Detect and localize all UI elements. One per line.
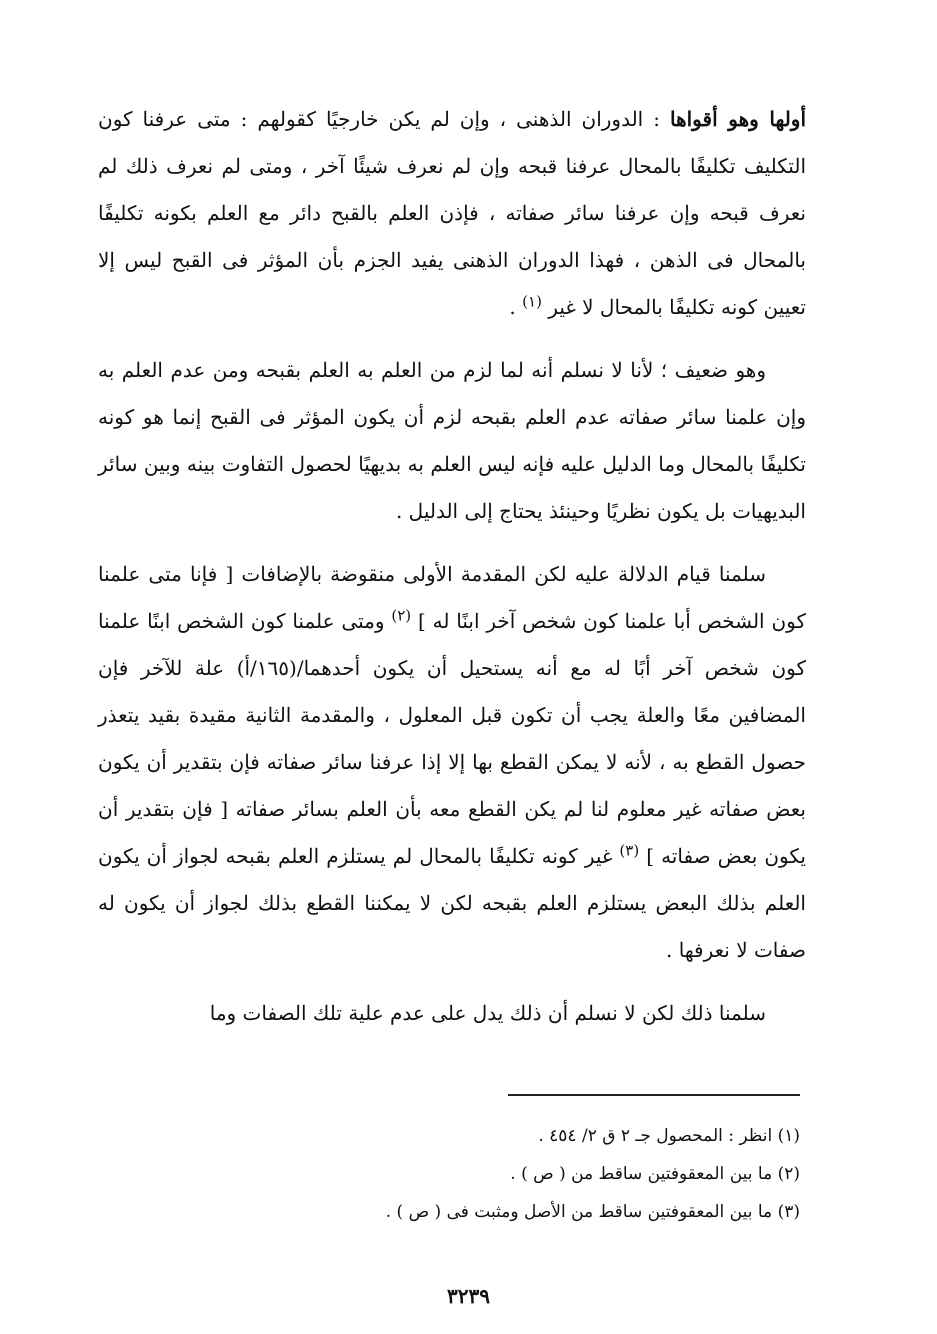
paragraph-lead: أولها وهو أقواها: [669, 107, 806, 131]
paragraph-text-continued-2: غير كونه تكليفًا بالمحال لم يستلزم العلم بقبحه لجواز أن يكون العلم بذلك البعض يستلزم العلم بقبحه لكن لا يمكننا القطع بذلك لجواز أن يكون له صفات لا نعرفها .: [98, 844, 806, 962]
main-text: [98, 96, 806, 1053]
paragraph-text: سلمنا قيام الدلالة عليه لكن المقدمة الأولى منقوضة بالإضافات [ فإنا متى علمنا كون الشخص أبا علمنا كون شخص آخر ابنًا له ]: [98, 562, 806, 633]
footnotes: [260, 1117, 800, 1231]
paragraph-text: وهو ضعيف ؛ لأنا لا نسلم أنه لما لزم من العلم به العلم بقبحه ومن عدم العلم به وإن علمنا سائر صفاته عدم العلم بقبحه لزم أن يكون المؤثر فى القبح إنما هو كونه تكليفًا بالمحال وما الدليل عليه فإنه ليس العلم به بديهيًا لحصول التفاوت بينه وبين سائر البديهيات بل يكون نظريًا وحينئذ يحتاج إلى الدليل .: [98, 358, 806, 523]
footnote-1: (١) انظر : المحصول جـ ٢ ق ٢/ ٤٥٤ .: [538, 1126, 800, 1146]
paragraph-2: [98, 347, 806, 535]
footnote-2: (٢) ما بين المعقوفتين ساقط من ( ص ) .: [510, 1164, 800, 1184]
footnote-ref-2: (٢): [391, 606, 412, 625]
paragraph-3: [98, 551, 806, 974]
paragraph-text: سلمنا ذلك لكن لا نسلم أن ذلك يدل على عدم علية تلك الصفات وما: [209, 1001, 766, 1025]
page-number: ٣٢٣٩: [447, 1284, 490, 1308]
paragraph-1: [98, 96, 806, 331]
footnote-ref-3: (٣): [619, 841, 640, 860]
paragraph-text-continued: ومتى علمنا كون الشخص ابنًا علمنا كون شخص آخر أبًا له مع أنه يستحيل أن يكون أحدهما/(١٦٥/أ) علة للآخر فإن المضافين معًا والعلة يجب أن تكون قبل المعلول ، والمقدمة الثانية مقيدة بقيد يتعذر حصول القطع به ، لأنه لا يمكن القطع بها إلا إذا عرفنا سائر صفاته فإن بتقدير أن يكون بعض صفاته غير معلوم لنا لم يكن القطع معه بأن العلم بسائر صفاته [ فإن بتقدير أن يكون بعض صفاته ]: [98, 609, 806, 868]
footnote-ref-1: (١): [522, 292, 542, 311]
paragraph-4: [98, 990, 806, 1037]
footnote-separator: [508, 1094, 800, 1096]
footnote-3: (٣) ما بين المعقوفتين ساقط من الأصل ومثبت فى ( ص ) .: [385, 1202, 800, 1222]
paragraph-text: : الدوران الذهنى ، وإن لم يكن خارجيًا كقولهم : متى عرفنا كون التكليف تكليفًا بالمحال عرفنا قبحه وإن لم نعرف شيئًا آخر ، ومتى لم نعرف ذلك لم نعرف قبحه وإن عرفنا سائر صفاته ، فإذن العلم بالقبح دائر مع العلم بكونه تكليفًا بالمحال فى الذهن ، فهذا الدوران الذهنى يفيد الجزم بأن المؤثر فى القبح ليس إلا تعيين كونه تكليفًا بالمحال لا غير: [98, 107, 806, 319]
paragraph-tail: .: [509, 295, 523, 319]
